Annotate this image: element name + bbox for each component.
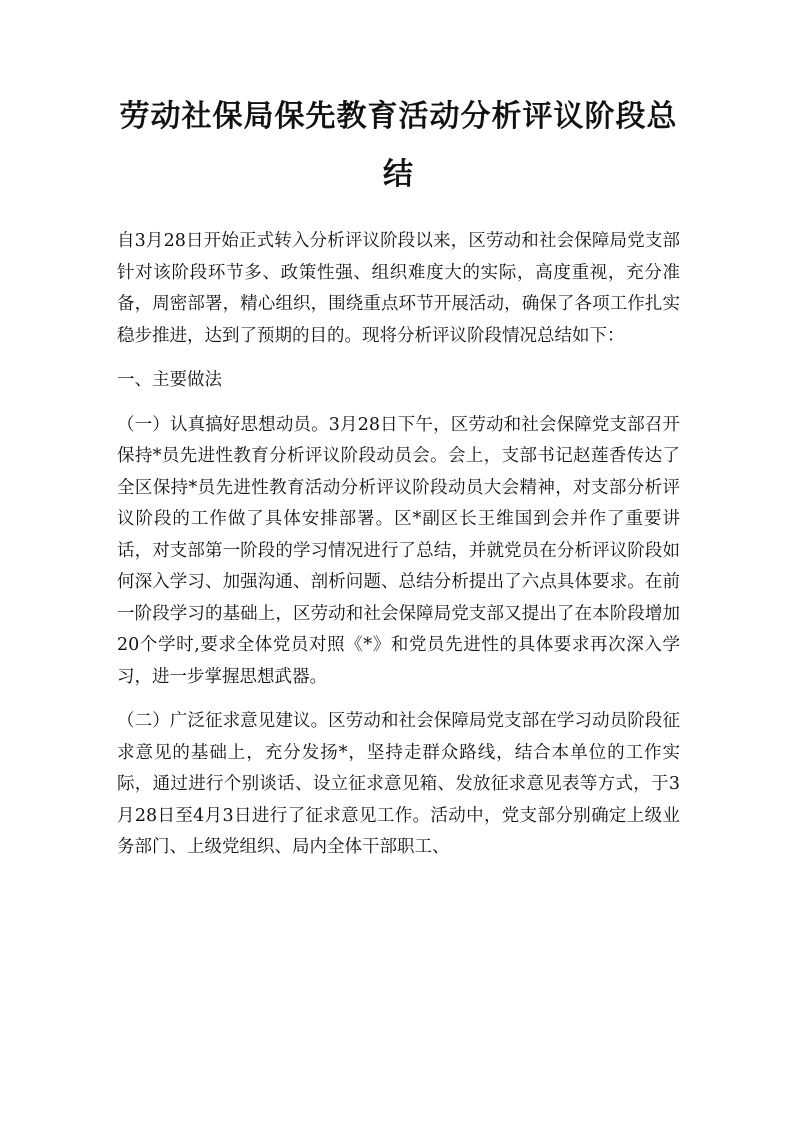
section-heading: 一、主要做法: [117, 370, 222, 390]
document-title: [117, 88, 680, 204]
paragraph-1: （一）认真搞好思想动员。3月28日下午，区劳动和社会保障党支部召开保持*员先进性教育分析评议阶段动员会。会上，支部书记赵莲香传达了全区保持*员先进性教育活动分析评议阶段动员大会精神，对支部分析评议阶段的工作做了具体安排部署。区*副区长王维国到会并作了重要讲话，对支部第一阶段的学习情况进行了总结，并就党员在分析评议阶段如何深入学习、加强沟通、剖析问题、总结分析提出了六点具体要求。在前一阶段学习的基础上，区劳动和社会保障局党支部又提出了在本阶段增加20个学时,要求全体党员对照《*》和党员先进性的具体要求再次深入学习，进一步掌握思想武器。: [117, 414, 680, 687]
intro-paragraph: 自3月28日开始正式转入分析评议阶段以来，区劳动和社会保障局党支部针对该阶段环节多、政策性强、组织难度大的实际，高度重视，充分准备，周密部署，精心组织，围绕重点环节开展活动，确保了各项工作扎实稳步推进，达到了预期的目的。现将分析评议阶段情况总结如下：: [117, 231, 680, 346]
paragraph-2: （二）广泛征求意见建议。区劳动和社会保障局党支部在学习动员阶段征求意见的基础上，充分发扬*，坚持走群众路线，结合本单位的工作实际，通过进行个别谈话、设立征求意见箱、发放征求意见表等方式，于3月28日至4月3日进行了征求意见工作。活动中，党支部分别确定上级业务部门、上级党组织、局内全体干部职工、: [117, 711, 680, 857]
title-line-2: 结: [383, 157, 414, 192]
document-body: [117, 226, 680, 864]
title-line-1: 劳动社保局保先教育活动分析评议阶段总: [119, 99, 678, 134]
